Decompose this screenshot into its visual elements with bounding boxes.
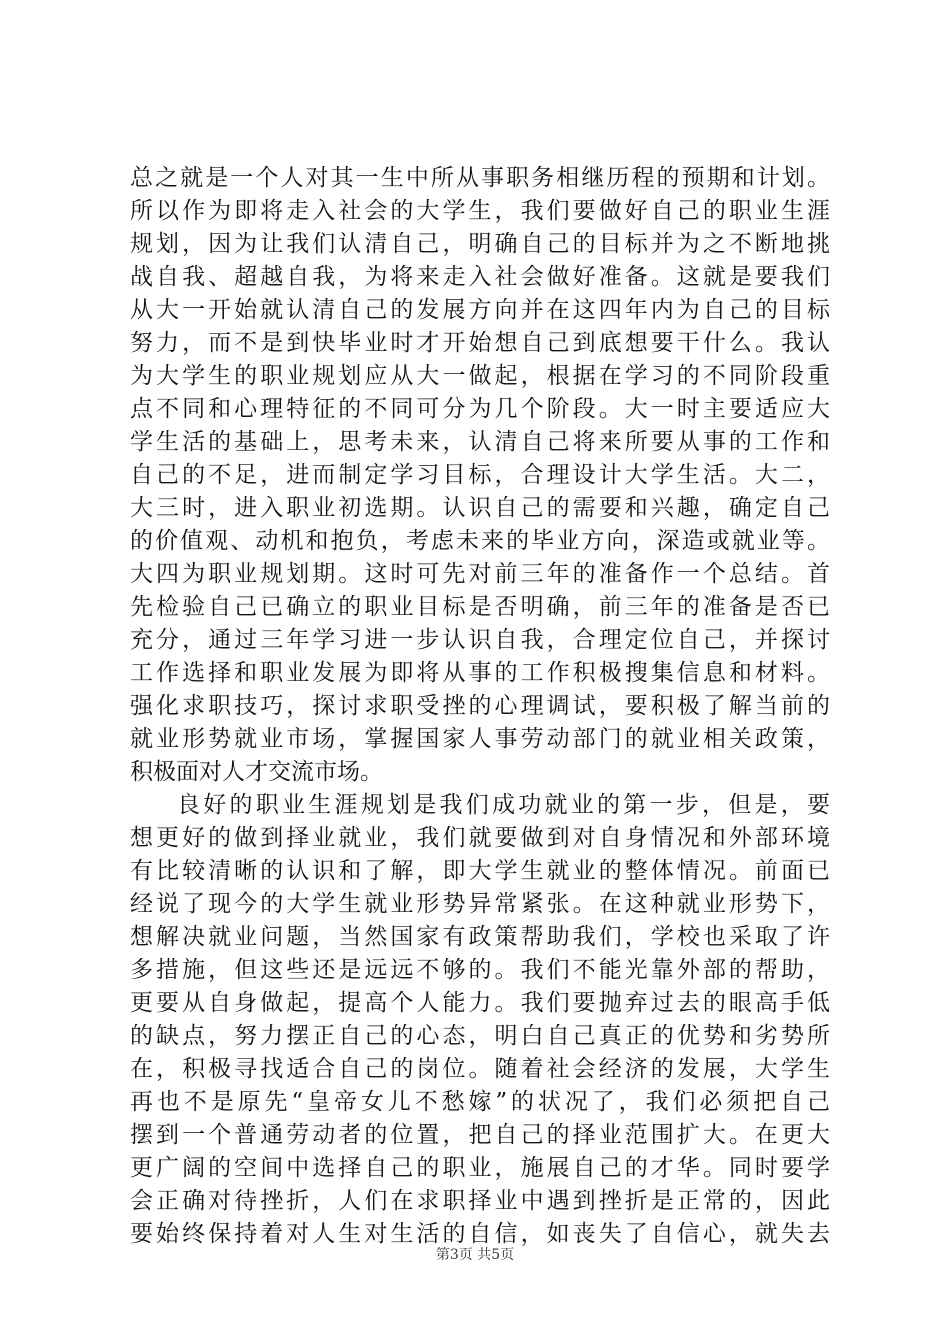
text-line: 积极面对人才交流市场。 — [130, 759, 383, 785]
text-line: 更要从自身做起，提高个人能力。我们要抛弃过去的眼高手低 — [130, 990, 830, 1016]
text-line: 再也不是原先“皇帝女儿不愁嫁”的状况了，我们必须把自己 — [130, 1089, 830, 1115]
text-line: 想解决就业问题，当然国家有政策帮助我们，学校也采取了许 — [130, 924, 830, 950]
text-line: 充分，通过三年学习进一步认识自我，合理定位自己，并探讨 — [130, 627, 830, 653]
text-line: 学生活的基础上，思考未来，认清自己将来所要从事的工作和 — [130, 429, 830, 455]
text-line: 所以作为即将走入社会的大学生，我们要做好自己的职业生涯 — [130, 198, 830, 224]
text-line: 经说了现今的大学生就业形势异常紧张。在这种就业形势下， — [130, 891, 830, 917]
text-line: 从大一开始就认清自己的发展方向并在这四年内为自己的目标 — [130, 297, 830, 323]
text-line: 更广阔的空间中选择自己的职业，施展自己的才华。同时要学 — [130, 1155, 830, 1181]
text-line: 大三时，进入职业初选期。认识自己的需要和兴趣，确定自己 — [130, 495, 830, 521]
text-line: 就业形势就业市场，掌握国家人事劳动部门的就业相关政策， — [130, 726, 830, 752]
text-line: 多措施，但这些还是远远不够的。我们不能光靠外部的帮助， — [130, 957, 830, 983]
text-line: 总之就是一个人对其一生中所从事职务相继历程的预期和计划。 — [130, 165, 830, 191]
text-line: 先检验自己已确立的职业目标是否明确，前三年的准备是否已 — [130, 594, 830, 620]
paragraph-2 — [130, 789, 830, 1251]
text-line: 会正确对待挫折，人们在求职择业中遇到挫折是正常的，因此 — [130, 1188, 830, 1214]
text-line: 为大学生的职业规划应从大一做起，根据在学习的不同阶段重 — [130, 363, 830, 389]
body-text — [130, 162, 830, 1251]
text-line: 工作选择和职业发展为即将从事的工作积极搜集信息和材料。 — [130, 660, 830, 686]
text-line: 在，积极寻找适合自己的岗位。随着社会经济的发展，大学生 — [130, 1056, 830, 1082]
page-number-footer: 第3页 共5页 — [435, 1247, 515, 1263]
text-line: 的价值观、动机和抱负，考虑未来的毕业方向，深造或就业等。 — [130, 528, 830, 554]
text-line: 点不同和心理特征的不同可分为几个阶段。大一时主要适应大 — [130, 396, 830, 422]
text-line: 摆到一个普通劳动者的位置，把自己的择业范围扩大。在更大 — [130, 1122, 830, 1148]
text-line: 强化求职技巧，探讨求职受挫的心理调试，要积极了解当前的 — [130, 693, 830, 719]
text-line: 自己的不足，进而制定学习目标，合理设计大学生活。大二， — [130, 462, 830, 488]
text-line: 规划，因为让我们认清自己，明确自己的目标并为之不断地挑 — [130, 231, 830, 257]
text-line: 战自我、超越自我，为将来走入社会做好准备。这就是要我们 — [130, 264, 830, 290]
text-line: 良好的职业生涯规划是我们成功就业的第一步，但是，要 — [177, 792, 830, 818]
paragraph-1 — [130, 162, 830, 789]
text-line: 努力，而不是到快毕业时才开始想自己到底想要干什么。我认 — [130, 330, 830, 356]
text-line: 的缺点，努力摆正自己的心态，明白自己真正的优势和劣势所 — [130, 1023, 830, 1049]
text-line: 要始终保持着对人生对生活的自信，如丧失了自信心，就失去 — [130, 1221, 830, 1247]
text-line: 有比较清晰的认识和了解，即大学生就业的整体情况。前面已 — [130, 858, 830, 884]
text-line: 大四为职业规划期。这时可先对前三年的准备作一个总结。首 — [130, 561, 830, 587]
text-line: 想更好的做到择业就业，我们就要做到对自身情况和外部环境 — [130, 825, 830, 851]
